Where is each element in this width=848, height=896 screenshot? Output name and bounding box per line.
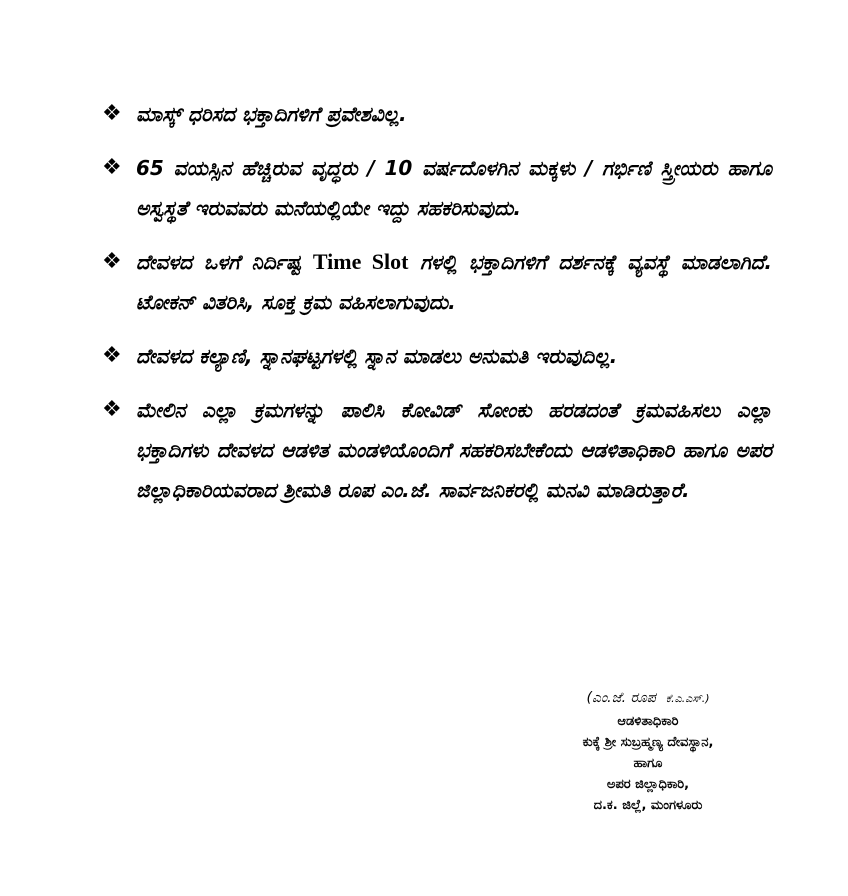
signatory-district: ದ.ಕ. ಜಿಲ್ಲೆ, ಮಂಗಳೂರು xyxy=(593,798,703,813)
diamond-bullet-icon: ❖ xyxy=(102,397,122,422)
notice-text: ದೇವಳದ ಕಲ್ಯಾಣಿ, ಸ್ನಾನಘಟ್ಟಗಳಲ್ಲಿ ಸ್ನಾನ ಮಾಡಲು ಅನುಮತಿ ಇರುವುದಿಲ್ಲ. xyxy=(136,344,618,368)
notice-text: ಮಾಸ್ಕ್ ಧರಿಸದ ಭಕ್ತಾದಿಗಳಿಗೆ ಪ್ರವೇಶವಿಲ್ಲ. xyxy=(136,102,407,126)
notice-item-mask xyxy=(100,94,772,134)
notice-text-before: ದೇವಳದ ಒಳಗೆ ನಿರ್ದಿಷ್ಟ xyxy=(136,250,313,274)
diamond-bullet-icon: ❖ xyxy=(102,155,122,180)
signatory-suffix: ಕೆ.ಎ.ಎಸ್.) xyxy=(665,692,710,705)
signatory-temple: ಕುಕ್ಕೆ ಶ್ರೀ ಸುಬ್ರಹ್ಮಣ್ಯ ದೇವಸ್ಥಾನ, xyxy=(582,735,714,750)
time-slot-label: Time Slot xyxy=(312,249,409,274)
signatory-additional-designation: ಅಪರ ಜಿಲ್ಲಾಧಿಕಾರಿ, xyxy=(606,777,690,792)
diamond-bullet-icon: ❖ xyxy=(102,101,122,126)
notice-item-bathing xyxy=(100,336,772,376)
notice-item-time-slot xyxy=(100,242,772,322)
diamond-bullet-icon: ❖ xyxy=(102,249,122,274)
diamond-bullet-icon: ❖ xyxy=(102,343,122,368)
notice-text: ಮೇಲಿನ ಎಲ್ಲಾ ಕ್ರಮಗಳನ್ನು ಪಾಲಿಸಿ ಕೋವಿಡ್ ಸೋಂಕು ಹರಡದಂತೆ ಕ್ರಮವಹಿಸಲು ಎಲ್ಲಾ ಭಕ್ತಾದಿಗಳು ದೇವಳದ ಆಡಳಿತ ಮಂಡಳಿಯೊಂದಿಗೆ ಸಹಕರಿಸಬೇಕೆಂದು ಆಡಳಿತಾಧಿಕಾರಿ ಹಾಗೂ ಅಪರ ಜಿಲ್ಲಾಧಿಕಾರಿಯವರಾದ ಶ್ರೀಮತಿ ರೂಪ ಎಂ.ಜೆ. ಸಾರ್ವಜನಿಕರಲ್ಲಿ ಮನವಿ ಮಾಡಿರುತ್ತಾರೆ. xyxy=(136,398,772,502)
notice-item-elderly-children xyxy=(100,148,772,228)
signatory-name xyxy=(548,688,748,709)
signatory-conjunction: ಹಾಗೂ xyxy=(633,756,663,771)
notice-text-after: ಗಳಲ್ಲಿ ಭಕ್ತಾದಿಗಳಿಗೆ ದರ್ಶನಕ್ಕೆ ವ್ಯವಸ್ಥೆ ಮಾಡಲಾಗಿದೆ. ಟೋಕನ್ ವಿತರಿಸಿ, ಸೂಕ್ತ ಕ್ರಮ ವಹಿಸಲಾಗುವುದು. xyxy=(136,250,772,314)
notice-text: 65 ವಯಸ್ಸಿನ ಹೆಚ್ಚಿರುವ ವೃದ್ಧರು / 10 ವರ್ಷದೊಳಗಿನ ಮಕ್ಕಳು / ಗರ್ಭಿಣಿ ಸ್ತ್ರೀಯರು ಹಾಗೂ ಅಸ್ವಸ್ಥತೆ ಇರುವವರು ಮನೆಯಲ್ಲಿಯೇ ಇದ್ದು ಸಹಕರಿಸುವುದು. xyxy=(136,156,772,220)
notice-item-appeal xyxy=(100,390,772,510)
signatory-designation: ಆಡಳಿತಾಧಿಕಾರಿ xyxy=(617,714,679,729)
notice-list xyxy=(100,94,772,524)
signatory-name-text: (ಎಂ.ಜೆ. ರೂಪ xyxy=(586,690,656,706)
signature-block xyxy=(548,688,748,816)
